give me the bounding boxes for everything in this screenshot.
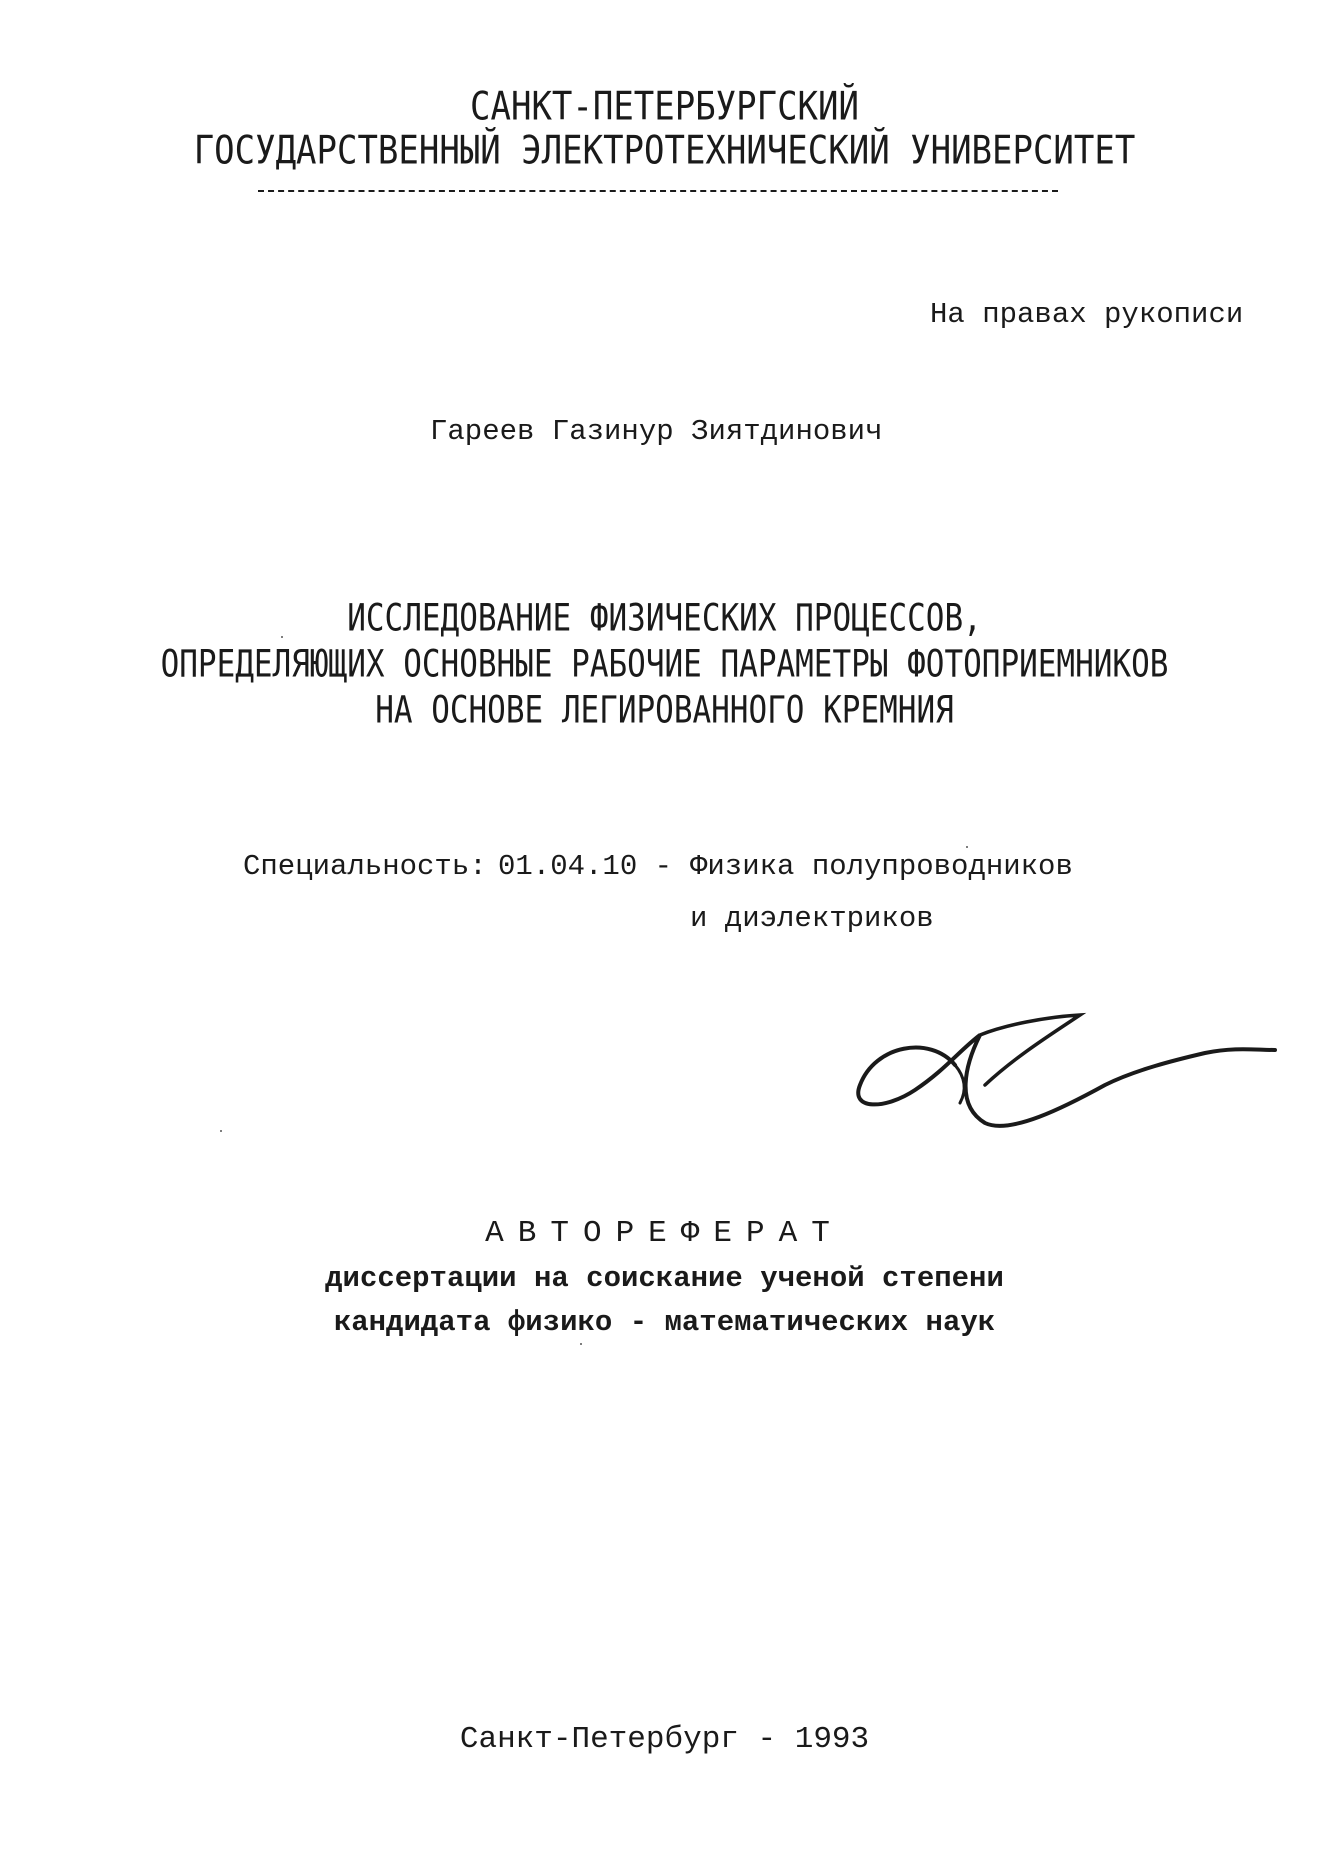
title-line-3: НА ОСНОВЕ ЛЕГИРОВАННОГО КРЕМНИЯ	[375, 689, 954, 733]
manuscript-note: На правах рукописи	[930, 298, 1244, 331]
institution-line-2: ГОСУДАРСТВЕННЫЙ ЭЛЕКТРОТЕХНИЧЕСКИЙ УНИВЕРСИТЕТ	[193, 128, 1136, 174]
author-name: Гареев Газинур Зиятдинович	[430, 415, 883, 448]
abstract-line-1: диссертации на соискание ученой степени	[325, 1262, 1004, 1295]
scan-speck	[966, 846, 968, 848]
specialty-code: 01.04.10 -	[498, 850, 673, 883]
specialty-field-line-1: Физика полупроводников	[690, 850, 1073, 883]
scan-speck	[220, 1130, 222, 1132]
title-line-2: ОПРЕДЕЛЯЮЩИХ ОСНОВНЫЕ РАБОЧИЕ ПАРАМЕТРЫ ФОТОПРИЕМНИКОВ	[160, 643, 1169, 687]
institution-line-1: САНКТ-ПЕТЕРБУРГСКИЙ	[470, 84, 859, 130]
specialty-field-line-2: и диэлектриков	[690, 902, 934, 935]
title-line-1: ИССЛЕДОВАНИЕ ФИЗИЧЕСКИХ ПРОЦЕССОВ,	[347, 597, 982, 641]
header-divider	[258, 190, 1058, 192]
city-year: Санкт-Петербург - 1993	[459, 1722, 870, 1757]
scan-speck	[281, 636, 283, 638]
scan-speck	[580, 1343, 582, 1345]
specialty-label: Специальность:	[243, 850, 487, 883]
abstract-line-2: кандидата физико - математических наук	[333, 1306, 996, 1339]
abstract-heading: АВТОРЕФЕРАТ	[485, 1216, 844, 1251]
signature-image	[835, 995, 1285, 1145]
